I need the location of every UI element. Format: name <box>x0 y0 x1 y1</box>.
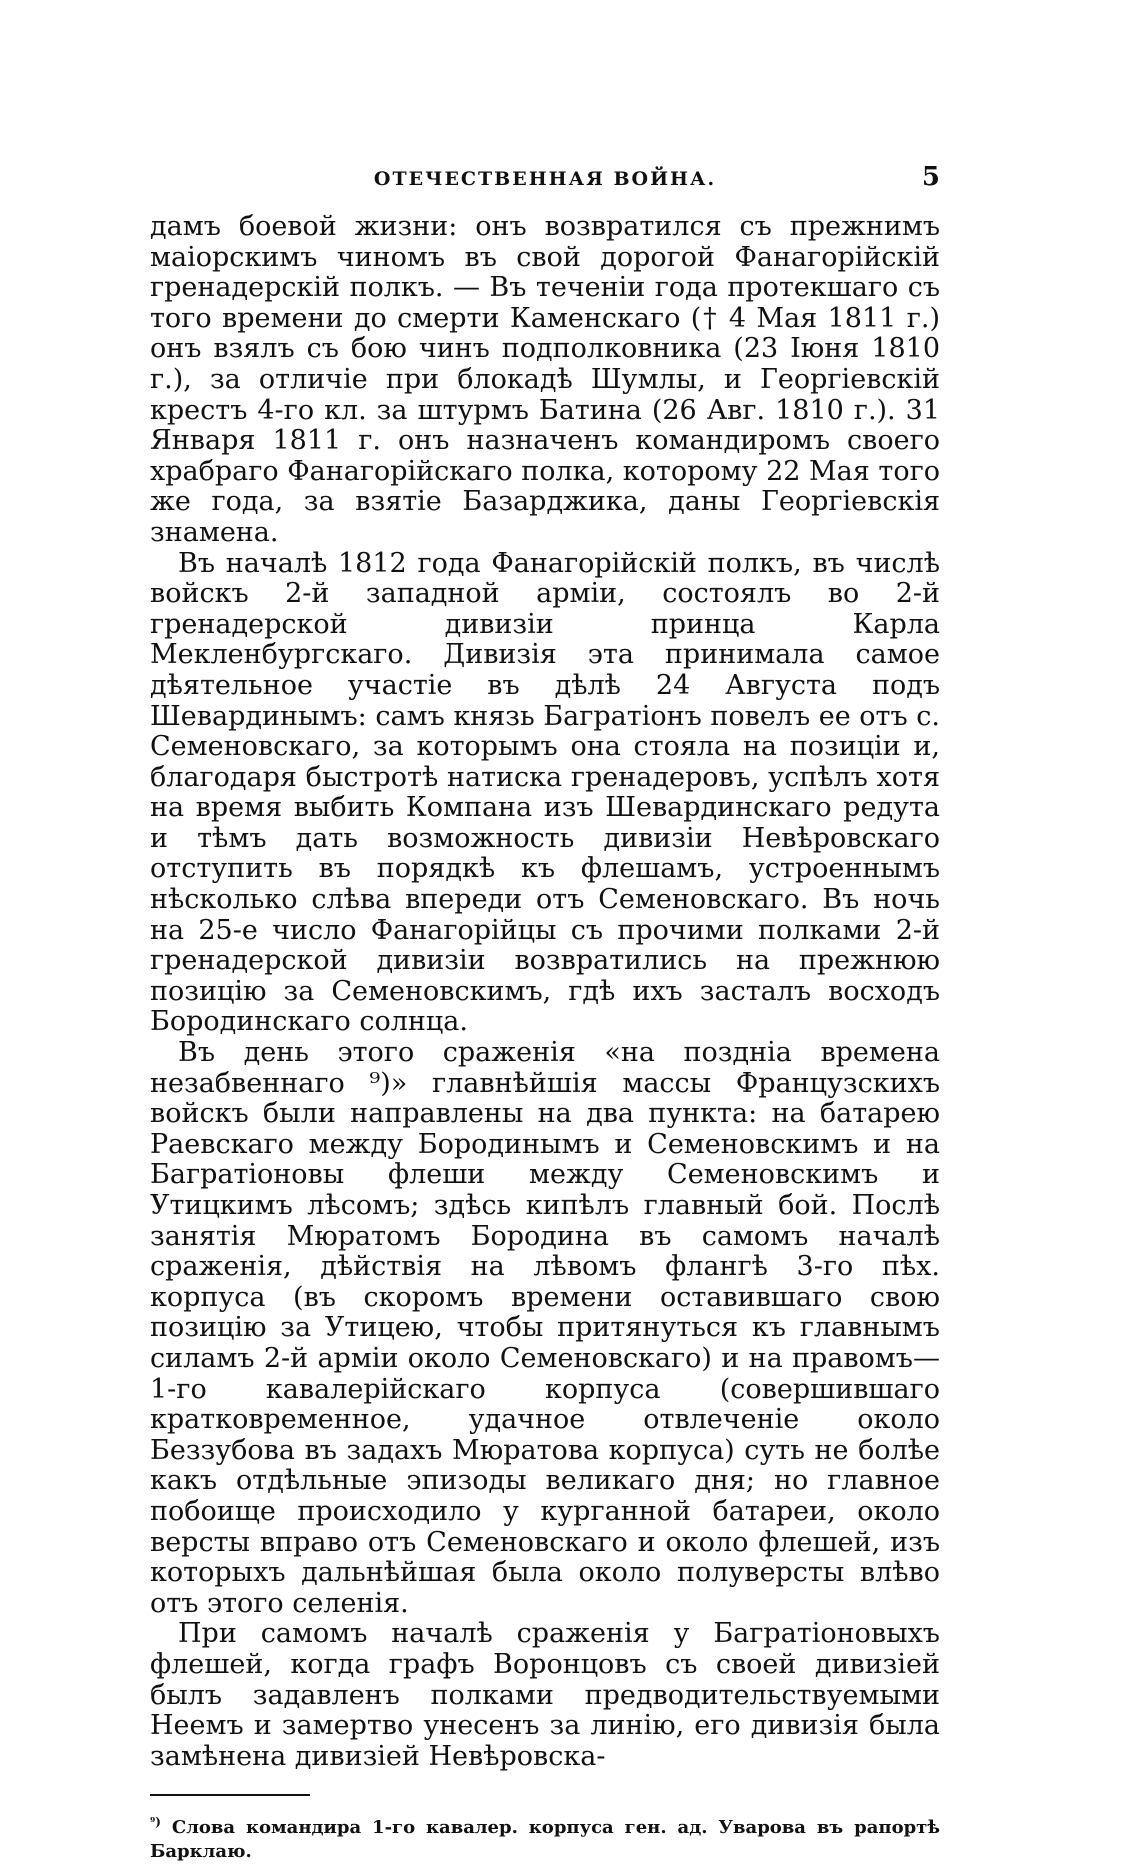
paragraph-3: Въ день этого сраженія «на поздніа времена незабвеннаго ⁹)» главнѣйшія массы Французскихъ войскъ были направлены на два пункта: на батарею Раевскаго между Бородинымъ и Семеновскимъ и на Багратіоновы флеши между Семеновскимъ и Утицкимъ лѣсомъ; здѣсь кипѣлъ главный бой. Послѣ занятія Мюратомъ Бородина въ самомъ началѣ сраженія, дѣйствія на лѣвомъ флангѣ 3-го пѣх. корпуса (въ скоромъ времени оставившаго свою позицію за Утицею, чтобы притянуться къ главнымъ силамъ 2-й арміи около Семеновскаго) и на правомъ—1-го кавалерійскаго корпуса (совершившаго кратковременное, удачное отвлеченіе около Беззубова въ задахъ Мюратова корпуса) суть не болѣе какъ отдѣльные эпизоды великаго дня; но главное побоище происходило у курганной батареи, около версты вправо отъ Семеновскаго и около флешей, изъ которыхъ дальнѣйшая была около полуверсты влѣво отъ этого селенія. <box>150 1037 940 1619</box>
footnote <box>150 1810 940 1864</box>
running-header <box>150 160 940 200</box>
footnote-mark: ⁹) <box>150 1815 161 1830</box>
paragraph-4: При самомъ началѣ сраженія у Багратіоновыхъ флешей, когда графъ Воронцовъ съ своей дивизіей былъ задавленъ полками предводительствуемыми Неемъ и замертво унесенъ за линію, его дивизія была замѣнена дивизіей Невѣровска- <box>150 1618 940 1772</box>
paragraph-2: Въ началѣ 1812 года Фанагорійскій полкъ, въ числѣ войскъ 2-й западной арміи, состоялъ во 2-й гренадерской дивизіи принца Карла Мекленбургскаго. Дивизія эта принимала самое дѣятельное участіе въ дѣлѣ 24 Августа подъ Шевардинымъ: самъ князь Багратіонъ повелъ ее отъ с. Семеновскаго, за которымъ она стояла на позиціи и, благодаря быстротѣ натиска гренадеровъ, успѣлъ хотя на время выбить Компана изъ Шевардинскаго редута и тѣмъ дать возможность дивизіи Невѣровскаго отступить въ порядкѣ къ флешамъ, устроеннымъ нѣсколько слѣва впереди отъ Семеновскаго. Въ ночь на 25-е число Фанагорійцы съ прочими полками 2-й гренадерской дивизіи возвратились на прежнюю позицію за Семеновскимъ, гдѣ ихъ засталъ восходъ Бородинскаго солнца. <box>150 547 940 1038</box>
footnote-text: Слова командира 1-го кавалер. корпуса ген. ад. Уварова въ рапортѣ Барклаю. <box>150 1817 940 1863</box>
footnote-separator <box>150 1794 310 1796</box>
page-number: 5 <box>921 162 940 192</box>
book-page <box>150 160 940 1864</box>
paragraph-1: дамъ боевой жизни: онъ возвратился съ прежнимъ маіорскимъ чиномъ въ свой дорогой Фанагорійскій гренадерскій полкъ. — Въ теченіи года протекшаго съ того времени до смерти Каменскаго († 4 Мая 1811 г.) онъ взялъ съ бою чинъ подполковника (23 Іюня 1810 г.), за отличіе при блокадѣ Шумлы, и Георгіевскій крестъ 4-го кл. за штурмъ Батина (26 Авг. 1810 г.). 31 Января 1811 г. онъ назначенъ командиромъ своего храбраго Фанагорійскаго полка, которому 22 Мая того же года, за взятіе Базарджика, даны Георгіевскія знамена. <box>150 211 940 548</box>
running-title: ОТЕЧЕСТВЕННАЯ ВОЙНА. <box>373 168 717 190</box>
body-text <box>150 212 940 1772</box>
